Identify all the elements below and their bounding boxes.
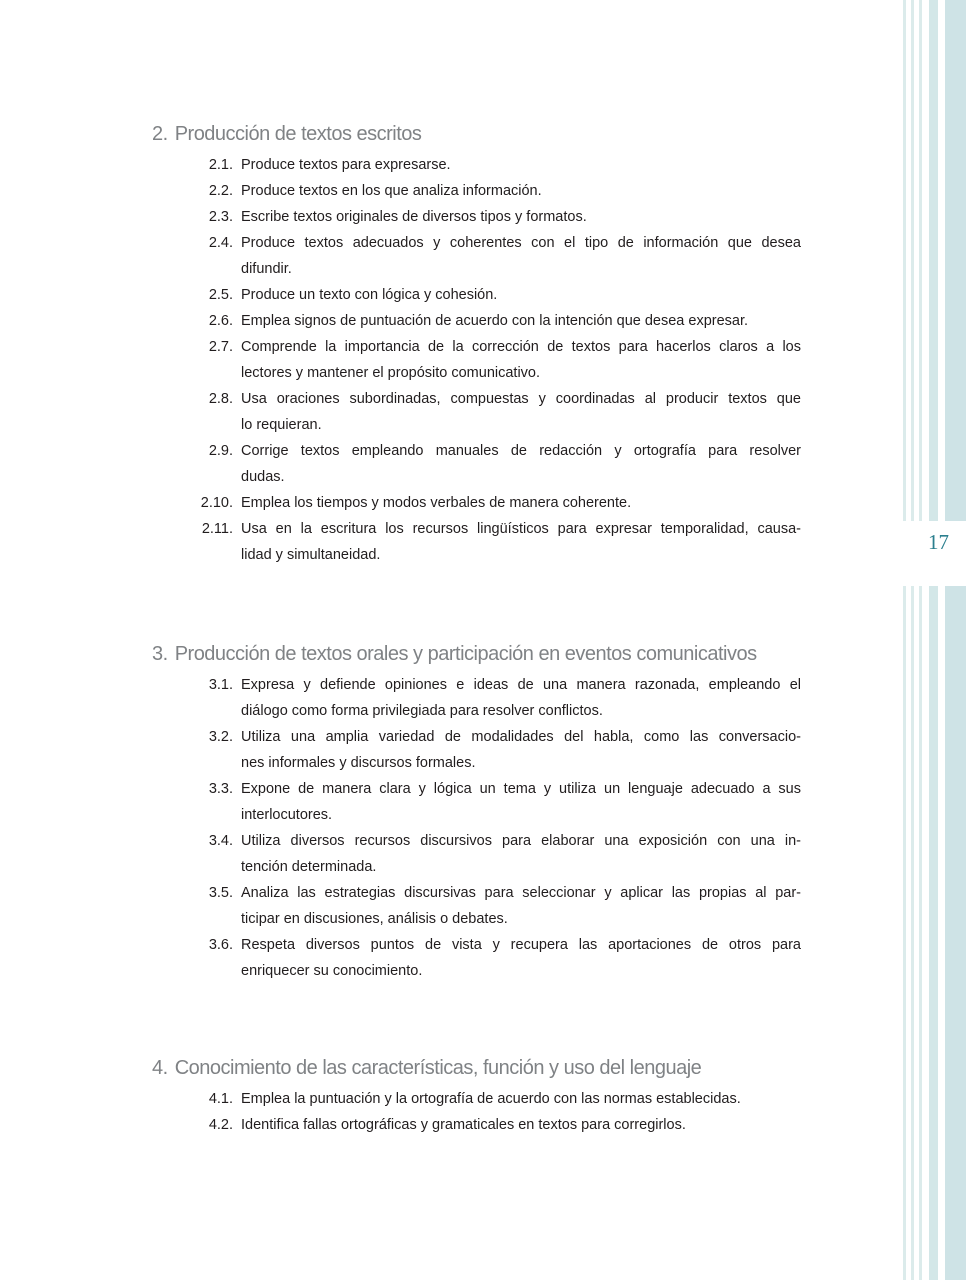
text-line: Produce textos para expresarse. [241, 157, 451, 173]
stripe-decoration [929, 0, 938, 1280]
list-item [185, 672, 812, 724]
text-line: diálogo como forma privilegiada para resolver conflictos. [241, 703, 603, 719]
item-text [241, 438, 801, 490]
list-item [185, 880, 812, 932]
item-number: 3.5. [208, 885, 233, 901]
section [152, 117, 812, 568]
text-line: Emplea la puntuación y la ortografía de acuerdo con las normas establecidas. [241, 1091, 741, 1107]
item-number: 2.4. [208, 235, 233, 251]
section-heading [152, 1051, 812, 1086]
section-number: 4. [152, 1057, 168, 1079]
item-text [241, 672, 801, 724]
item-number: 3.1. [208, 677, 233, 693]
text-line: Emplea los tiempos y modos verbales de manera coherente. [241, 495, 632, 511]
list-item [185, 438, 812, 490]
text-line: tención determinada. [241, 859, 377, 875]
item-number: 2.5. [208, 287, 233, 303]
page-number-box [892, 521, 972, 586]
text-line: Escribe textos originales de diversos tipos y formatos. [241, 209, 587, 225]
item-number: 2.2. [208, 183, 233, 199]
section-number: 3. [152, 643, 168, 665]
text-line: Utiliza diversos recursos discursivos para elaborar una exposición con una in- [241, 833, 801, 849]
list-item [185, 230, 812, 282]
text-line: ticipar en discusiones, análisis o debates. [241, 911, 508, 927]
text-line: interlocutores. [241, 807, 333, 823]
item-number: 2.8. [208, 391, 233, 407]
section-title: Producción de textos orales y participación en eventos comunicativos [174, 643, 757, 665]
section-number: 2. [152, 123, 168, 145]
item-number: 2.7. [208, 339, 233, 355]
item-number: 4.1. [208, 1091, 233, 1107]
text-line: lo requieran. [241, 417, 322, 433]
section-heading [152, 117, 812, 152]
text-line: dudas. [241, 469, 285, 485]
text-line: Produce textos adecuados y coherentes con el tipo de información que desea [241, 235, 801, 251]
section [152, 637, 812, 984]
item-text [241, 1086, 801, 1112]
item-text [241, 932, 801, 984]
list-item [185, 1086, 812, 1112]
item-text [241, 334, 801, 386]
list-item [185, 490, 812, 516]
item-number: 3.2. [208, 729, 233, 745]
list-item [185, 204, 812, 230]
list-item [185, 1112, 812, 1138]
item-text [241, 178, 801, 204]
text-line: Utiliza una amplia variedad de modalidades del habla, como las conversacio- [241, 729, 801, 745]
stripe-decoration [945, 0, 966, 1280]
text-line: lectores y mantener el propósito comunicativo. [241, 365, 541, 381]
section-items [185, 1086, 812, 1138]
list-item [185, 828, 812, 880]
text-line: Expone de manera clara y lógica un tema y utiliza un lenguaje adecuado a sus [241, 781, 801, 797]
text-line: Comprende la importancia de la corrección de textos para hacerlos claros a los [241, 339, 801, 355]
stripe-decoration [911, 0, 914, 1280]
text-line: Analiza las estrategias discursivas para seleccionar y aplicar las propias al par- [241, 885, 801, 901]
item-text [241, 490, 801, 516]
section-heading [152, 637, 812, 672]
page-number: 17 [928, 530, 949, 554]
list-item [185, 282, 812, 308]
text-line: lidad y simultaneidad. [241, 547, 381, 563]
list-item [185, 152, 812, 178]
item-text [241, 724, 801, 776]
item-text [241, 386, 801, 438]
item-number: 3.6. [208, 937, 233, 953]
text-line: Produce textos en los que analiza información. [241, 183, 542, 199]
item-text [241, 152, 801, 178]
section-title: Producción de textos escritos [174, 123, 422, 145]
list-item [185, 386, 812, 438]
text-line: Usa oraciones subordinadas, compuestas y coordinadas al producir textos que [241, 391, 801, 407]
text-line: Expresa y defiende opiniones e ideas de una manera razonada, empleando el [241, 677, 801, 693]
item-text [241, 880, 801, 932]
item-number: 2.3. [208, 209, 233, 225]
list-item [185, 932, 812, 984]
text-line: Usa en la escritura los recursos lingüísticos para expresar temporalidad, causa- [241, 521, 801, 537]
item-number: 2.6. [208, 313, 233, 329]
item-text [241, 204, 801, 230]
list-item [185, 516, 812, 568]
item-text [241, 776, 801, 828]
item-text [241, 1112, 801, 1138]
list-item [185, 724, 812, 776]
text-line: Respeta diversos puntos de vista y recupera las aportaciones de otros para [241, 937, 801, 953]
text-line: Emplea signos de puntuación de acuerdo con la intención que desea expresar. [241, 313, 749, 329]
stripe-decoration [919, 0, 922, 1280]
text-line: Produce un texto con lógica y cohesión. [241, 287, 498, 303]
item-text [241, 282, 801, 308]
text-line: Identifica fallas ortográficas y gramaticales en textos para corregirlos. [241, 1117, 686, 1133]
text-line: difundir. [241, 261, 292, 277]
list-item [185, 334, 812, 386]
text-line: Corrige textos empleando manuales de redacción y ortografía para resolver [241, 443, 801, 459]
list-item [185, 178, 812, 204]
item-text [241, 516, 801, 568]
text-line: enriquecer su conocimiento. [241, 963, 423, 979]
item-number: 2.10. [200, 495, 233, 511]
list-item [185, 776, 812, 828]
section [152, 1051, 812, 1138]
item-number: 2.9. [208, 443, 233, 459]
item-number: 4.2. [208, 1117, 233, 1133]
section-title: Conocimiento de las características, función y uso del lenguaje [174, 1057, 702, 1079]
list-item [185, 308, 812, 334]
item-text [241, 230, 801, 282]
item-number: 2.11. [201, 521, 233, 537]
section-items [185, 672, 812, 984]
item-text [241, 308, 801, 334]
item-text [241, 828, 801, 880]
section-items [185, 152, 812, 568]
item-number: 3.4. [208, 833, 233, 849]
item-number: 2.1. [208, 157, 233, 173]
text-line: nes informales y discursos formales. [241, 755, 476, 771]
item-number: 3.3. [208, 781, 233, 797]
stripe-decoration [903, 0, 906, 1280]
